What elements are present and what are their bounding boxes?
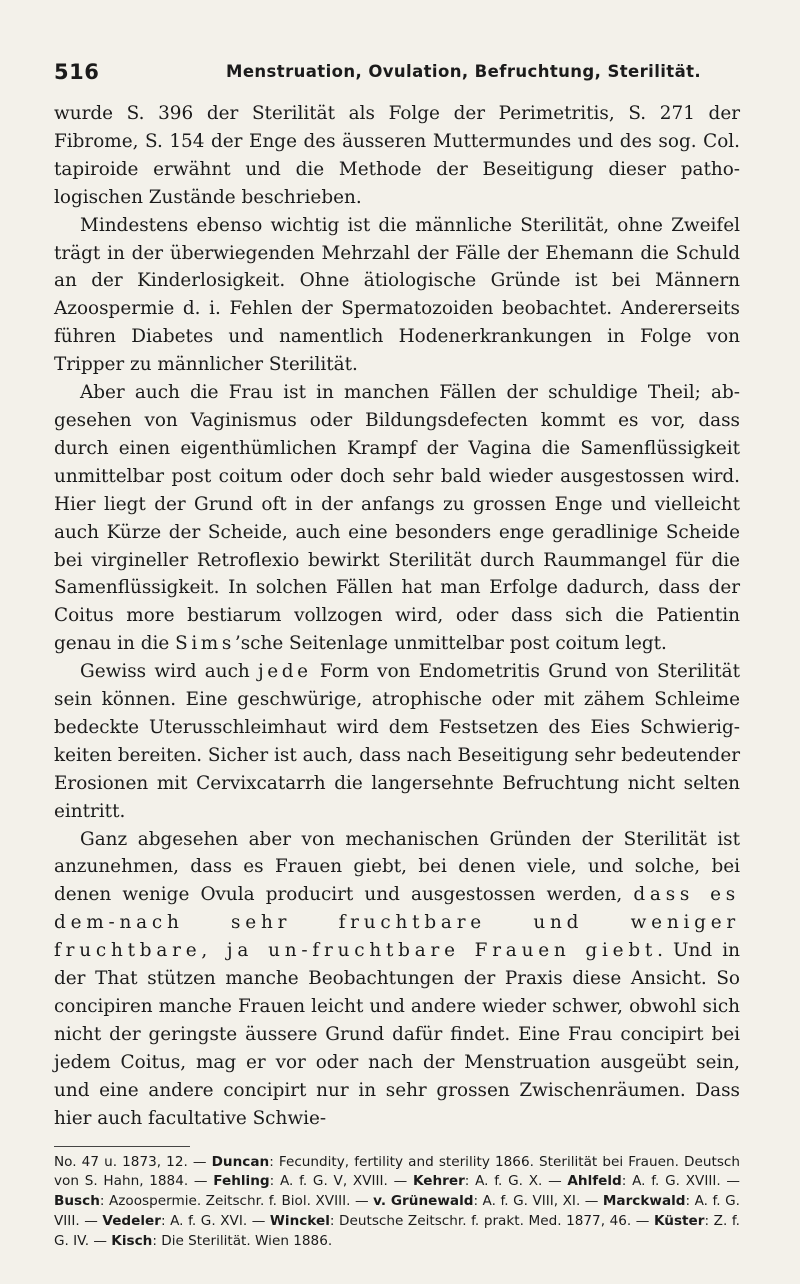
- paragraph-1: [54, 100, 740, 212]
- author-name: Kehrer: [412, 1173, 465, 1190]
- spaced-emphasis-jede: jede: [257, 661, 312, 683]
- footnote-text: : A. f. G. VIII. —: [54, 1193, 740, 1229]
- author-name: Ahlfeld: [567, 1173, 622, 1190]
- author-name: Duncan: [211, 1153, 270, 1170]
- running-title: Menstruation, Ovulation, Befruchtung, Sterilität.: [226, 62, 702, 81]
- paragraph-text: Ganz abgesehen aber von mechanischen Gründen der Sterilität ist anzunehmen, dass es Frauen giebt, bei denen viele, und solche, bei denen wenige Ovula producirt und ausgestossen werden,: [54, 828, 740, 906]
- paragraph-text: Aber auch die Frau ist in manchen Fällen der schuldige Theil; ab-gesehen von Vaginismus oder Bildungsdefecten kommt es vor, dass durch einen eigenthümlichen Krampf der Vagina die Samenflüssigkeit unmittelbar post coitum oder doch sehr bald wieder ausgestossen wird. Hier liegt der Grund oft in der anfangs zu grossen Enge und vielleicht auch Kürze der Scheide, auch eine besonders enge geradlinige Scheide bei virgineller Retroflexio bewirkt Sterilität durch Raummangel für die Samenflüssigkeit. In solchen Fällen hat man Erfolge dadurch, dass der Coitus more bestiarum vollzogen wird, oder dass sich die Patientin genau in die: [54, 382, 740, 655]
- footnote-text: No. 47 u. 1873, 12. —: [54, 1153, 212, 1170]
- body-text: [54, 100, 740, 1133]
- author-name: Kisch: [111, 1232, 153, 1249]
- footnote-text: : Azoospermie. Zeitschr. f. Biol. XVIII. —: [99, 1193, 374, 1210]
- book-page: [54, 58, 740, 1252]
- author-name: Fehling: [213, 1173, 270, 1190]
- footnote-text: : A. f. G. VIII, XI. —: [473, 1193, 603, 1210]
- footnotes: [54, 1153, 740, 1252]
- paragraph-2: [54, 212, 740, 379]
- page-number: 516: [54, 60, 100, 84]
- footnote-text: : Fecundity, fertility and sterility 1866. Sterilität bei Frauen. Deutsch von S. Hahn, 1884. —: [54, 1153, 740, 1190]
- paragraph-text: ’sche Seitenlage unmittelbar post coitum legt.: [234, 633, 667, 655]
- paragraph-3: [54, 379, 740, 658]
- footnote-text: : Deutsche Zeitschr. f. prakt. Med. 1877, 46. —: [329, 1212, 654, 1229]
- author-name: v. Grünewald: [373, 1193, 474, 1210]
- footnote-text: : Die Sterilität. Wien 1886.: [152, 1232, 333, 1249]
- paragraph-text: Gewiss wird auch: [80, 661, 258, 683]
- paragraph-text: wurde S. 396 der Sterilität als Folge der Perimetritis, S. 271 der Fibrome, S. 154 der Enge des äusseren Muttermundes und des sog. Col. tapiroide erwähnt und die Methode der Beseitigung dieser patho-logischen Zustände beschrieben.: [54, 103, 740, 208]
- author-name: Winckel: [269, 1212, 330, 1229]
- footnote-text: : A. f. G. X. —: [464, 1173, 568, 1190]
- footnote-text: : Z. f. G. IV. —: [54, 1212, 740, 1249]
- footnote-text: : A. f. G. V, XVIII. —: [269, 1173, 413, 1190]
- footnote-text: : A. f. G. XVI. —: [160, 1212, 270, 1229]
- running-head: [54, 58, 740, 94]
- paragraph-text: Mindestens ebenso wichtig ist die männliche Sterilität, ohne Zweifel trägt in der überwiegenden Mehrzahl der Fälle der Ehemann die Schuld an der Kinderlosigkeit. Ohne ätiologische Gründe ist bei Männern Azoospermie d. i. Fehlen der Spermatozoiden beobachtet. Andererseits führen Diabetes und namentlich Hodenerkrankungen in Folge von Tripper zu männlicher Sterilität.: [54, 214, 740, 376]
- footnote-divider: [54, 1146, 190, 1147]
- paragraph-4: [54, 658, 740, 825]
- paragraph-text: . Und in der That stützen manche Beobachtungen der Praxis diese Ansicht. So concipiren manche Frauen leicht und andere wieder schwer, obwohl sich nicht der geringste äussere Grund dafür findet. Eine Frau concipirt bei jedem Coitus, mag er vor oder nach der Menstruation ausgeübt sein, und eine andere concipirt nur in sehr grossen Zwischenräumen. Dass hier auch facultative Schwie-: [54, 940, 740, 1129]
- author-name: Küster: [653, 1212, 705, 1229]
- spaced-name-sims: Sims: [175, 633, 235, 655]
- author-name: Busch: [54, 1193, 100, 1210]
- paragraph-text: Form von Endometritis Grund von Sterilität sein können. Eine geschwürige, atrophische oder mit zähem Schleime bedeckte Uterusschleimhaut wird dem Festsetzen des Eies Schwierig-keiten bereiten. Sicher ist auch, dass nach Beseitigung sehr bedeutender Erosionen mit Cervixcatarrh die langersehnte Befruchtung nicht selten eintritt.: [54, 661, 740, 822]
- author-name: Marckwald: [602, 1193, 686, 1210]
- footnote-text: : A. f. G. XVIII. —: [621, 1173, 741, 1190]
- author-name: Vedeler: [102, 1212, 161, 1229]
- spaced-emphasis-fruchtbare: dass es dem-nach sehr fruchtbare und weniger fruchtbare, ja un-fruchtbare Frauen giebt: [54, 884, 740, 962]
- paragraph-5: [54, 826, 740, 1133]
